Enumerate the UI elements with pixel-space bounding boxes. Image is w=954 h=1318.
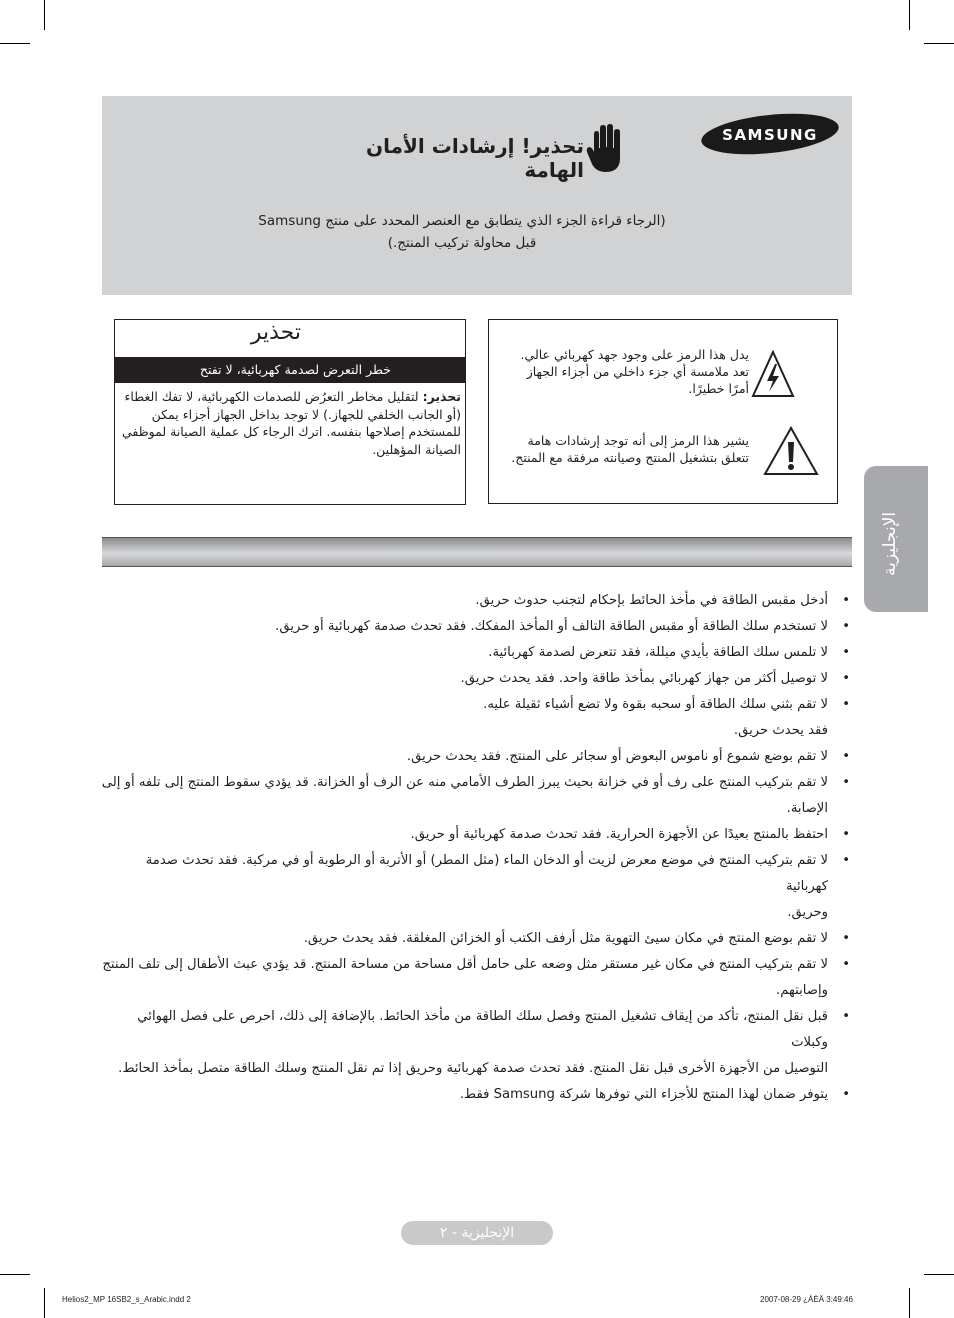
list-item: • لا تقم بوضع المنتج في مكان سيئ التهوية مثل أرفف الكتب أو الخزائن المغلقة. فقد يحدث حريق. <box>100 926 852 952</box>
text-line: يدل هذا الرمز على وجود جهد كهربائي عالي. <box>520 347 749 362</box>
language-tab-label: الإنجليزية <box>880 511 900 576</box>
samsung-logo <box>700 113 840 155</box>
crop-mark <box>0 1274 30 1275</box>
list-item: • لا تستخدم سلك الطاقة أو مقبس الطاقة التالف أو المأخذ المفكك. فقد تحدث صدمة كهربائية أو حريق. <box>100 614 852 640</box>
text-line: تعد ملامسة أي جزء داخلي من أجزاء الجهاز <box>526 364 749 379</box>
caution-title: تحذير <box>250 320 301 345</box>
header-subtitle <box>242 210 682 254</box>
exclamation-warning-icon <box>763 426 819 476</box>
exclamation-description <box>499 432 749 466</box>
list-item-continuation: وإصابتهم. <box>776 983 828 998</box>
language-tab <box>864 466 928 612</box>
text-line: أمرًا خطيرًا. <box>688 381 749 396</box>
section-divider <box>102 537 852 567</box>
list-item: • لا تقم بثني سلك الطاقة أو سحبه بقوة ولا تضع أشياء ثقيلة عليه. <box>100 692 852 718</box>
text-line: تتعلق بتشغيل المنتج وصيانته مرفقة مع المنتج. <box>511 450 749 465</box>
safety-list <box>100 588 852 1108</box>
caution-banner: خطر التعرض لصدمة كهربائية، لا تفتح <box>115 357 465 383</box>
page-number: الإنجليزية - ٢ <box>401 1221 553 1245</box>
list-item-continuation: فقد يحدث حريق. <box>733 723 828 738</box>
list-item-continuation: التوصيل من الأجهزة الأخرى قبل نقل المنتج. فقد تحدث صدمة كهربائية وحريق إذا تم نقل المنتج وسلك الطاقة متصل بمأخذ الحائط. <box>118 1061 828 1076</box>
crop-mark <box>0 43 30 44</box>
crop-mark <box>924 1274 954 1275</box>
svg-text:SAMSUNG: SAMSUNG <box>722 126 818 144</box>
list-item: • أدخل مقبس الطاقة في مأخذ الحائط بإحكام لتجنب حدوث حريق. <box>100 588 852 614</box>
list-item-continuation: وحريق. <box>787 905 828 920</box>
crop-mark <box>924 43 954 44</box>
crop-mark <box>44 0 45 30</box>
caution-text <box>121 388 461 458</box>
date-info: 2007-08-29 ¿ÀÈÄ 3:49:46 <box>760 1295 853 1304</box>
list-item: • لا تقم بوضع شموع أو ناموس البعوض أو سجائر على المنتج. فقد يحدث حريق. <box>100 744 852 770</box>
text-line: يشير هذا الرمز إلى أنه توجد إرشادات هامة <box>527 433 749 448</box>
page-title: تحذير! إرشادات الأمان الهامة <box>366 134 584 182</box>
list-item: • احتفظ بالمنتج بعيدًا عن الأجهزة الحرارية. فقد تحدث صدمة كهربائية أو حريق. <box>100 822 852 848</box>
list-item: • قبل نقل المنتج، تأكد من إيقاف تشغيل المنتج وفصل سلك الطاقة من مأخذ الحائط. بالإضافة إلى ذلك، احرص على فصل الهوائي وكبلات <box>100 1004 852 1056</box>
subtitle-line: قبل محاولة تركيب المنتج.) <box>387 235 537 251</box>
subtitle-line: (الرجاء قراءة الجزء الذي يتطابق مع العنصر المحدد على منتج Samsung <box>258 213 666 229</box>
list-item: • لا تقم بتركيب المنتج في موضع معرض لزيت أو الدخان الماء (مثل المطر) أو الأتربة أو الرطوبة أو في مركبة. فقد تحدث صدمة كهربائية <box>100 848 852 900</box>
list-item: • لا تلمس سلك الطاقة بأيدي مبللة، فقد تتعرض لصدمة كهربائية. <box>100 640 852 666</box>
caution-body: لتقليل مخاطر التعرُض للصدمات الكهربائية، لا تفك الغطاء (أو الجانب الخلفي للجهاز.) لا توجد بداخل الجهاز أجزاء يمكن للمستخدم إصلاحها بنفسه. اترك الرجاء كل عملية الصيانة لموظفي الصيانة المؤهلين. <box>121 389 461 457</box>
crop-mark <box>909 0 910 30</box>
hand-stop-icon <box>586 122 622 174</box>
list-item-continuation: الإصابة. <box>786 801 828 816</box>
list-item: • لا تقم بتركيب المنتج في مكان غير مستقر مثل وضعه على حامل أقل مساحة من مساحة المنتج. قد يؤدي عبث الأطفال إلى تلف المنتج <box>100 952 852 978</box>
crop-mark <box>909 1288 910 1318</box>
lightning-warning-icon <box>751 350 795 398</box>
list-item: • لا توصيل أكثر من جهاز كهربائي بمأخذ طاقة واحد. فقد يحدث حريق. <box>100 666 852 692</box>
caution-box <box>114 319 466 505</box>
caution-label: تحذير: <box>422 389 461 404</box>
file-info: Helios2_MP 16SB2_s_Arabic.indd 2 <box>62 1295 191 1304</box>
symbols-box <box>488 319 838 504</box>
safety-header <box>102 96 852 295</box>
crop-mark <box>44 1288 45 1318</box>
list-item: • لا تقم بتركيب المنتج على رف أو في خزانة بحيث يبرز الطرف الأمامي منه عن الرف أو الخزانة. قد يؤدي سقوط المنتج إلى تلفه أو إلى <box>100 770 852 796</box>
list-item: • يتوفر ضمان لهذا المنتج للأجزاء التي توفرها شركة Samsung فقط. <box>100 1082 852 1108</box>
lightning-description <box>499 346 749 397</box>
